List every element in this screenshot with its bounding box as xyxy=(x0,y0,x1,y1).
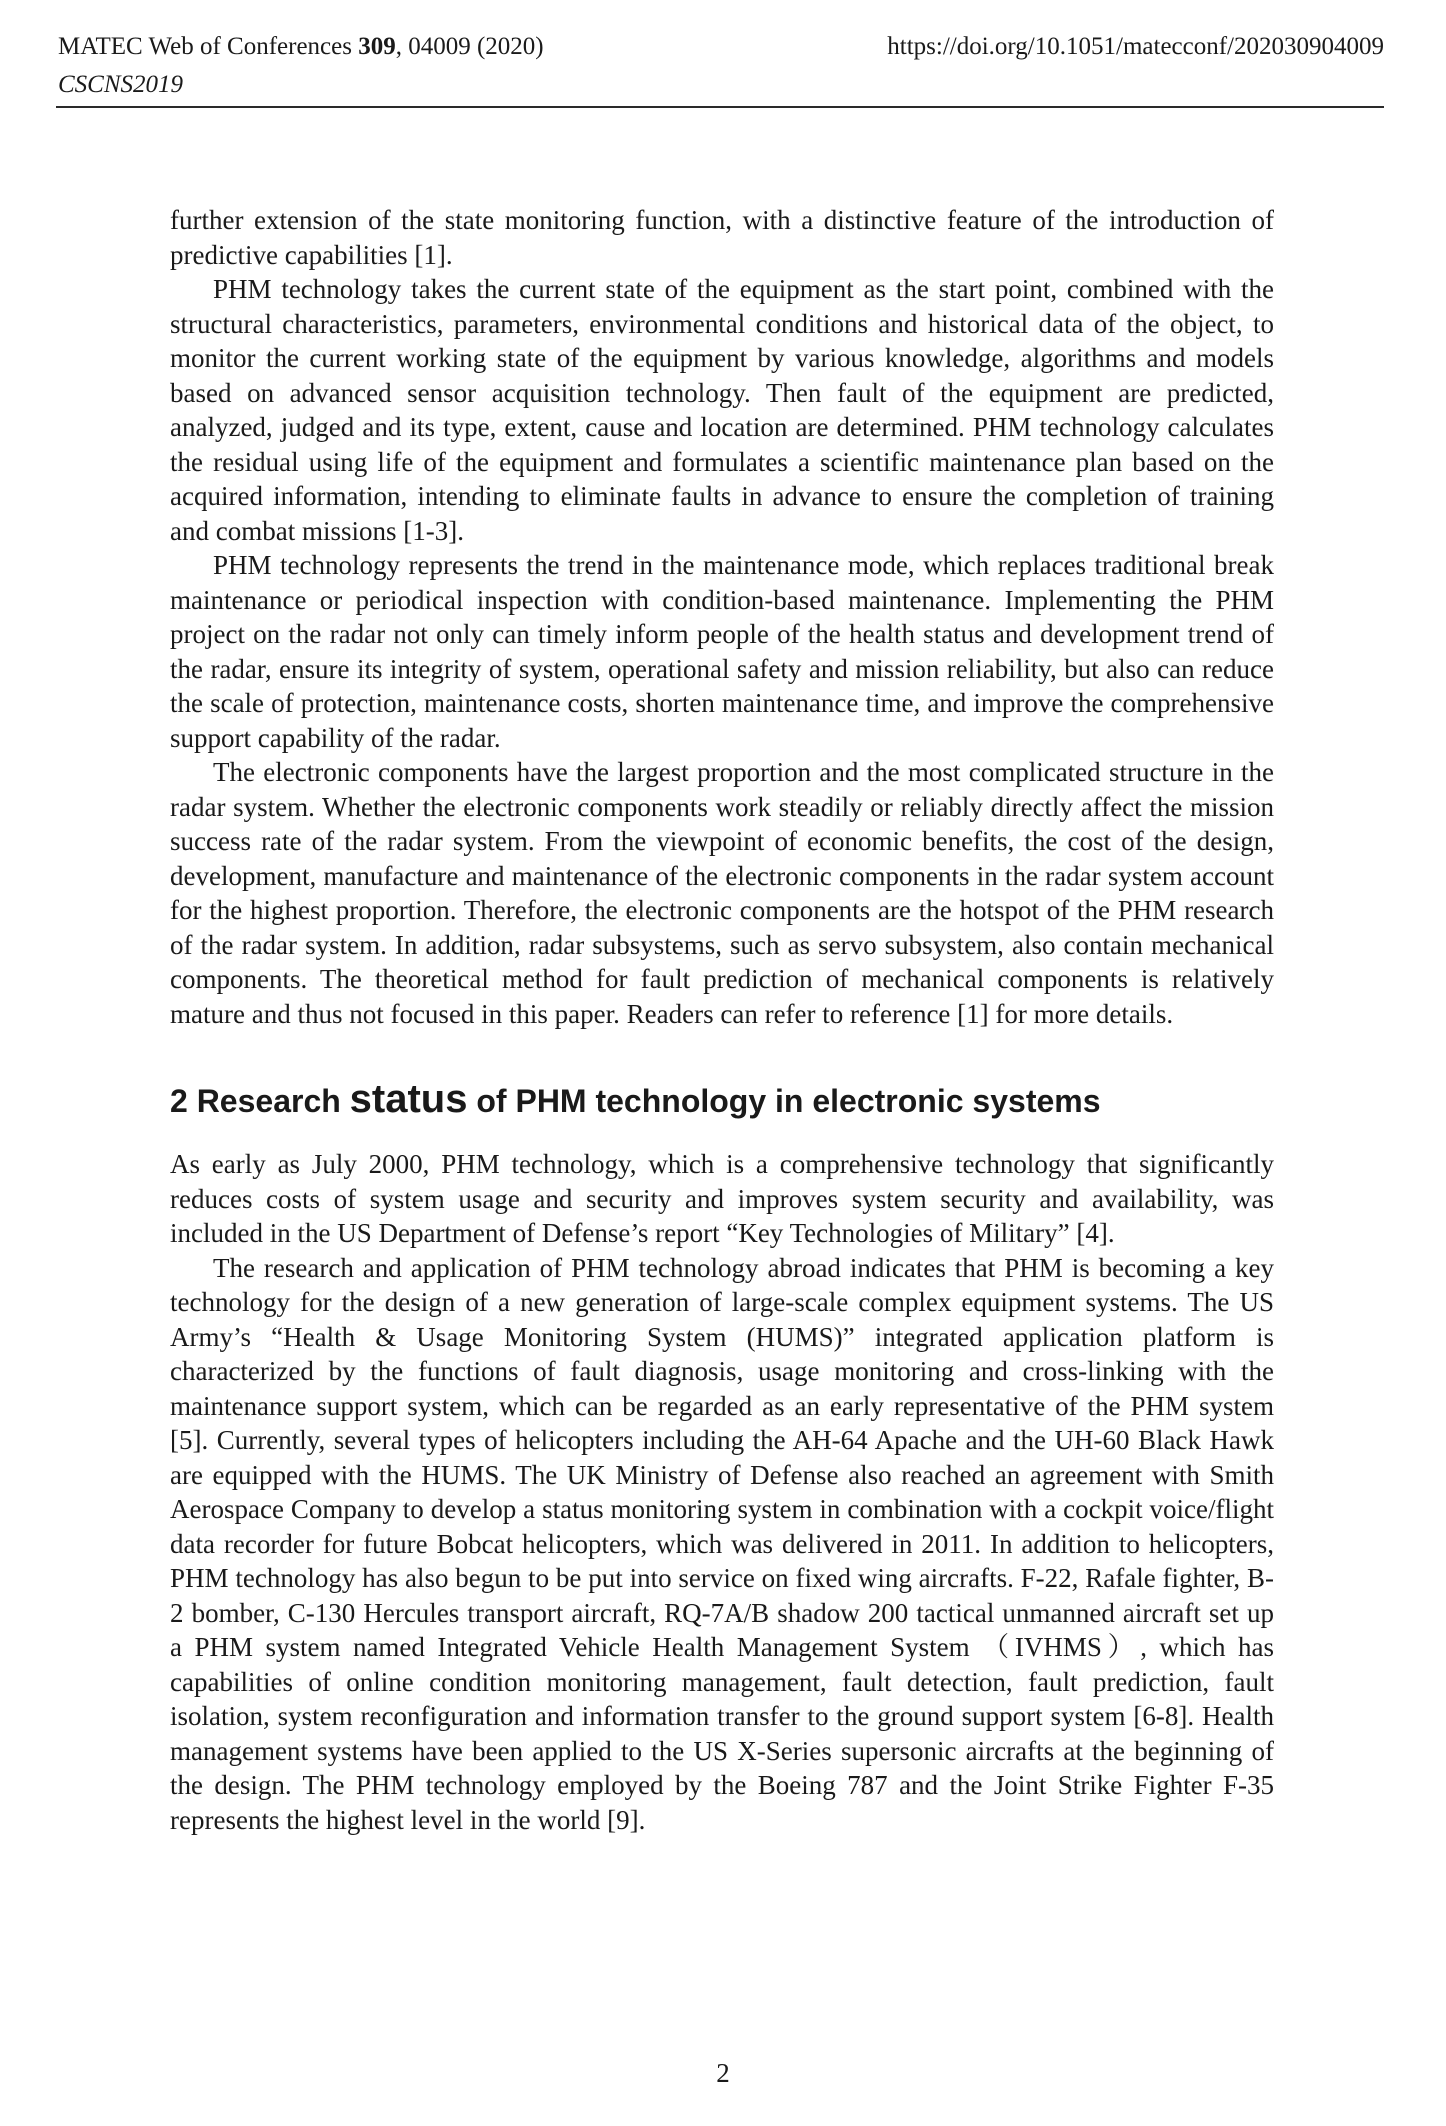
paragraph: As early as July 2000, PHM technology, which is a comprehensive technology that significantly reduces costs of system usage and security and improves system security and availability, was included in the US Department of Defense’s report “Key Technologies of Military” [4]. xyxy=(170,1149,1274,1248)
header-volume: 309 xyxy=(358,33,396,60)
paragraph: PHM technology represents the trend in the maintenance mode, which replaces traditional break maintenance or periodical inspection with condition-based maintenance. Implementing the PHM project on the radar not only can timely inform people of the health status and development trend of the radar, ensure its integrity of system, operational safety and mission reliability, but also can reduce the scale of protection, maintenance costs, shorten maintenance time, and improve the comprehensive support capability of the radar. xyxy=(170,550,1274,753)
header-doi[interactable]: https://doi.org/10.1051/matecconf/202030904009 xyxy=(887,33,1384,60)
header-divider xyxy=(56,106,1384,108)
paragraph: The research and application of PHM technology abroad indicates that PHM is becoming a key technology for the design of a new generation of large-scale complex equipment systems. The US Army’s “Health & Usage Monitoring System (HUMS)” integrated application platform is characterized by the functions of fault diagnosis, usage monitoring and cross-linking with the maintenance support system, which can be regarded as an early representative of the PHM system [5]. Currently, several types of helicopters including the AH-64 Apache and the UH-60 Black Hawk are equipped with the HUMS. The UK Ministry of Defense also reached an agreement with Smith Aerospace Company to develop a status monitoring system in combination with a cockpit voice/flight data recorder for future Bobcat helicopters, which was delivered in 2011. In addition to helicopters, PHM technology has also begun to be put into service on fixed wing aircrafts. F-22, Rafale fighter, B-2 bomber, C-130 Hercules transport aircraft, RQ-7A/B shadow 200 tactical unmanned aircraft set up a PHM system named Integrated Vehicle Health Management System （IVHMS）, which has capabilities of online condition monitoring management, fault detection, fault prediction, fault isolation, system reconfiguration and information transfer to the ground support system [6-8]. Health management systems have been applied to the US X-Series supersonic aircrafts at the beginning of the design. The PHM technology employed by the Boeing 787 and the Joint Strike Fighter F-35 represents the highest level in the world [9]. xyxy=(170,1252,1274,1835)
section-heading xyxy=(170,1077,1274,1123)
article-body xyxy=(170,203,1274,1837)
header-venue-prefix: MATEC Web of Conferences xyxy=(58,33,352,60)
section-heading-lead: 2 Research xyxy=(170,1083,350,1119)
section-heading-emphasis: status xyxy=(349,1077,468,1121)
header-article-year: , 04009 (2020) xyxy=(395,33,544,60)
page-number: 2 xyxy=(716,2058,730,2088)
paragraph: further extension of the state monitoring function, with a distinctive feature of the introduction of predictive capabilities [1]. xyxy=(170,205,1274,270)
section-heading-rest: of PHM technology in electronic systems xyxy=(467,1083,1101,1119)
header-conference: CSCNS2019 xyxy=(58,71,184,98)
header-citation xyxy=(58,28,544,104)
page-header xyxy=(58,28,1384,108)
paragraph: PHM technology takes the current state of the equipment as the start point, combined with the structural characteristics, parameters, environmental conditions and historical data of the object, to monitor the current working state of the equipment by various knowledge, algorithms and models based on advanced sensor acquisition technology. Then fault of the equipment are predicted, analyzed, judged and its type, extent, cause and location are determined. PHM technology calculates the residual using life of the equipment and formulates a scientific maintenance plan based on the acquired information, intending to eliminate faults in advance to ensure the completion of training and combat missions [1-3]. xyxy=(170,274,1274,546)
paragraph: The electronic components have the largest proportion and the most complicated structure in the radar system. Whether the electronic components work steadily or reliably directly affect the mission success rate of the radar system. From the viewpoint of economic benefits, the cost of the design, development, manufacture and maintenance of the electronic components in the radar system account for the highest proportion. Therefore, the electronic components are the hotspot of the PHM research of the radar system. In addition, radar subsystems, such as servo subsystem, also contain mechanical components. The theoretical method for fault prediction of mechanical components is relatively mature and thus not focused in this paper. Readers can refer to reference [1] for more details. xyxy=(170,757,1274,1029)
